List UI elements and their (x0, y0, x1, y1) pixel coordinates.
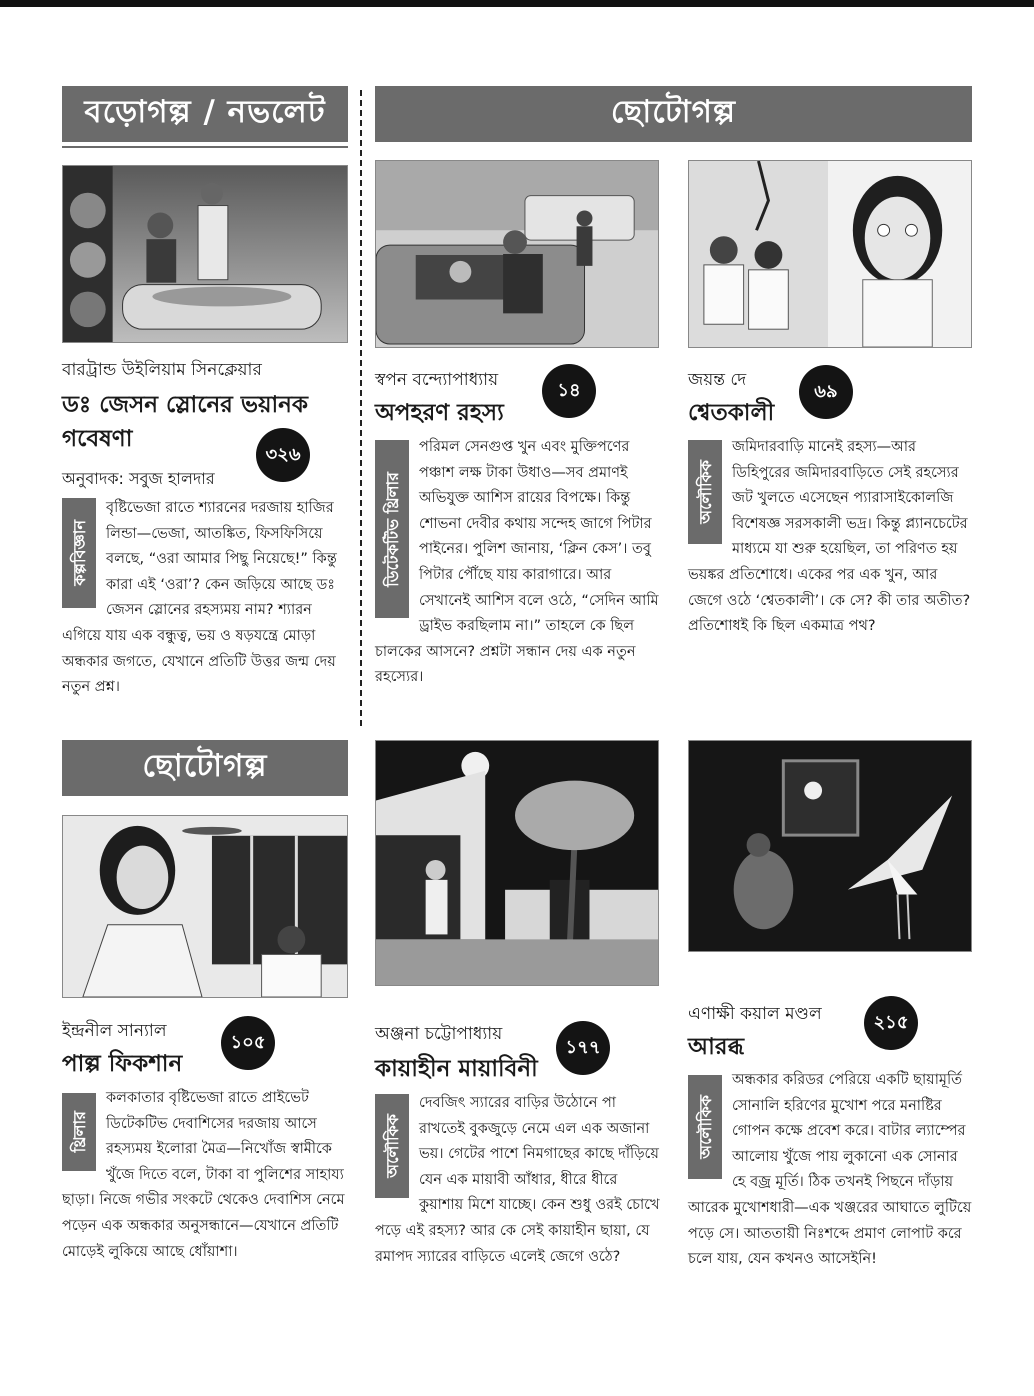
story-5-page-badge: ১৭৭ (556, 1021, 610, 1075)
genre-tag-spacer (375, 1091, 419, 1195)
story-6-illustration (688, 740, 972, 952)
genre-tag-spacer (688, 1068, 732, 1172)
story-4-genre-label: থ্রিলার (69, 1111, 89, 1153)
section-header-short-story-label: ছোটোগল্প (610, 94, 737, 130)
story-3-blurb: জমিদারবাড়ি মানেই রহস্য—আর ডিহিপুরের জমিদারবাড়িতে সেই রহস্যের জট খুলতে এসেছেন প্যারাসাইকোলজি বিশেষজ্ঞ সরসকালী ভদ্র। কিন্তু প্ল্যানচেটের মাধ্যমে যা শুরু হয়েছিল, তা পরিণত হয় ভয়ঙ্কর প্রতিশোধে। একের পর এক খুন, আর জেগে ওঠে ‘শ্বেতকালী’। কে সে? কী তার অতীত? প্রতিশোধই কি ছিল একমাত্র পথ? (688, 435, 973, 640)
story-1-genre-label: কল্পবিজ্ঞান (69, 520, 89, 586)
section-header-short-story-left-label: ছোটোগল্প (142, 748, 268, 784)
story-1-translator: অনুবাদক: সবুজ হালদার (62, 469, 215, 488)
story-2-author: স্বপন বন্দ্যোপাধ্যায় (375, 370, 499, 390)
story-2-blurb: পরিমল সেনগুপ্ত খুন এবং মুক্তিপণের পঞ্চাশ লক্ষ টাকা উধাও—সব প্রমাণই অভিযুক্ত আশিস রায়ের বিপক্ষে। কিন্তু শোভনা দেবীর কথায় সন্দেহ জাগে পিটার পাইনের। পুলিশ জানায়, ‘ক্লিন কেস’। তবু পিটার পৌঁছে যায় কারাগারে। আর সেখানেই আশিস বলে ওঠে, “সেদিন আমি ড্রাইভ করছিলাম না।” তাহলে কে ছিল চালকের আসনে? প্রশ্নটা সন্ধান দেয় এক নতুন রহস্যের। (375, 435, 660, 691)
section-header-short-story (375, 86, 972, 142)
story-6-page-badge: ২১৫ (864, 996, 918, 1050)
story-3-author: জয়ন্ত দে (688, 370, 747, 390)
section-header-underline (62, 146, 348, 148)
story-3-page-badge: ৬৯ (799, 365, 853, 419)
story-6-genre-label: অলৌকিক (695, 1095, 715, 1159)
story-1-illustration (62, 165, 348, 343)
genre-tag-spacer (62, 496, 106, 606)
genre-tag-spacer (62, 1086, 106, 1166)
column-divider (360, 90, 362, 726)
story-2-illustration (375, 160, 659, 348)
story-5-illustration (375, 740, 659, 986)
story-4-blurb: কলকাতার বৃষ্টিভেজা রাতে প্রাইভেট ডিটেকটিভ দেবাশিসের দরজায় আসে রহস্যময় ইলোরা মৈত্র—নিখোঁজ স্বামীকে খুঁজে দিতে বলে, টাকা বা পুলিশের সাহায্য ছাড়া। নিজে গভীর সংকটে থেকেও দেবাশিস নেমে পড়েন এক অন্ধকার অনুসন্ধানে—যেখানে প্রতিটি মোড়েই লুকিয়ে আছে ধোঁয়াশা। (62, 1086, 350, 1265)
story-4-page-badge: ১০৫ (221, 1016, 275, 1070)
story-6-title[interactable]: আরব্ধ (688, 1034, 744, 1060)
story-5-author: অঞ্জনা চট্টোপাধ্যায় (375, 1024, 503, 1044)
story-3-illustration (688, 160, 972, 348)
story-1-title[interactable]: ডঃ জেসন স্লোনের ভয়ানক গবেষণা (62, 392, 309, 452)
story-6-blurb: অন্ধকার করিডর পেরিয়ে একটি ছায়ামূর্তি সোনালি হরিণের মুখোশ পরে মনাষ্টির গোপন কক্ষে প্রবেশ করে। বাটার ল্যাম্পের আলোয় খুঁজে পায় লুকানো এক সোনার হে বজ্র মূর্তি। ঠিক তখনই পিছনে দাঁড়ায় আরেক মুখোশধারী—এক খঞ্জরের আঘাতে লুটিয়ে পড়ে সে। আততায়ী নিঃশব্দে প্রমাণ লোপাট করে চলে যায়, যেন কখনও আসেইনি! (688, 1068, 973, 1273)
story-6-author: এণাক্ষী কয়াল মণ্ডল (688, 1004, 822, 1024)
story-2-title[interactable]: অপহরণ রহস্য (375, 400, 504, 426)
story-2-page-badge: ১৪ (542, 364, 596, 418)
story-4-title[interactable]: পাল্প ফিকশান (62, 1051, 183, 1077)
story-4-illustration (62, 815, 348, 998)
story-3-title[interactable]: শ্বেতকালী (688, 400, 775, 426)
story-3-genre-label: অলৌকিক (695, 460, 715, 524)
story-2-genre-label: ডিটেকটিভ থ্রিলার (382, 471, 402, 587)
story-1-page-badge: ৩২৬ (256, 428, 310, 482)
section-header-novelette (62, 86, 348, 142)
top-rule (0, 0, 1034, 7)
story-1-author: বারট্রান্ড উইলিয়াম সিনক্লেয়ার (62, 360, 262, 380)
genre-tag-spacer (688, 435, 732, 541)
story-5-title[interactable]: কায়াহীন মায়াবিনী (375, 1056, 538, 1082)
story-5-genre-label: অলৌকিক (382, 1114, 402, 1178)
story-1-blurb: বৃষ্টিভেজা রাতে শ্যারনের দরজায় হাজির লিন্ডা—ভেজা, আতঙ্কিত, ফিসফিসিয়ে বলছে, “ওরা আমার পিছু নিয়েছে!” কিন্তু কারা এই ‘ওরা’? কেন জড়িয়ে আছে ডঃ জেসন স্লোনের রহস্যময় নাম? শ্যারন এগিয়ে যায় এক বন্ধুত্ব, ভয় ও ষড়যন্ত্রে মোড়া অন্ধকার জগতে, যেখানে প্রতিটি উত্তর জন্ম দেয় নতুন প্রশ্ন। (62, 496, 350, 701)
story-5-blurb: দেবজিৎ স্যারের বাড়ির উঠোনে পা রাখতেই বুকজুড়ে নেমে এল এক অজানা ভয়। গেটের পাশে নিমগাছের কাছে দাঁড়িয়ে যেন এক মায়াবী আঁধার, ধীরে ধীরে কুয়াশায় মিশে যাচ্ছে। কেন শুধু ওরই চোখে পড়ে এই রহস্য? আর কে সেই কায়াহীন ছায়া, যে রমাপদ স্যারের বাড়িতে এলেই জেগে ওঠে? (375, 1091, 660, 1270)
story-4-author: ইন্দ্রনীল সান্যাল (62, 1021, 167, 1041)
genre-tag-spacer (375, 435, 419, 615)
section-header-short-story-left (62, 740, 348, 796)
section-header-novelette-label: বড়োগল্প / নভলেট (84, 94, 326, 130)
